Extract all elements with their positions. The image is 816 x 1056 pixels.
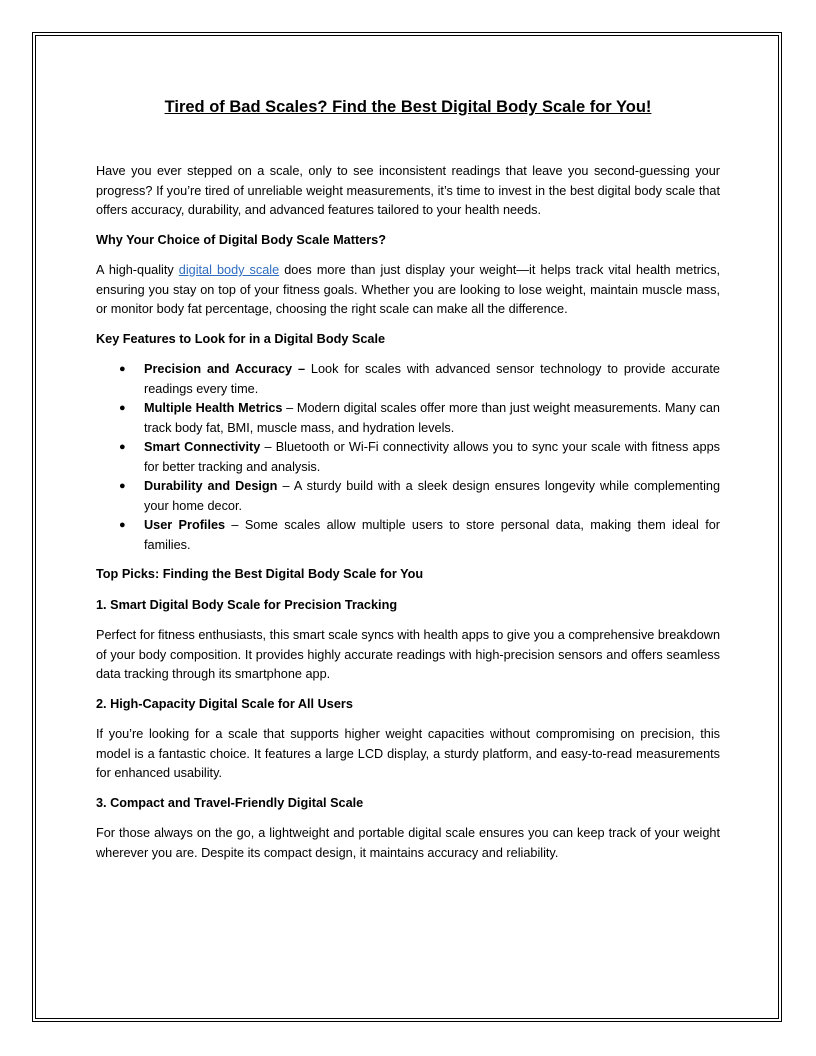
pick-3-paragraph: For those always on the go, a lightweight and portable digital scale ensures you can keep track of your weight wherever you are. Despite its compact design, it maintains accuracy and reliability. bbox=[96, 826, 720, 860]
digital-body-scale-link[interactable]: digital body scale bbox=[178, 263, 280, 277]
pick-1-paragraph: Perfect for fitness enthusiasts, this smart scale syncs with health apps to give you a comprehensive breakdown of your body composition. It provides highly accurate readings with high-precision sensors and offers seamless data tracking through its smartphone app. bbox=[96, 628, 720, 681]
list-item bbox=[96, 360, 720, 399]
pick-2-paragraph: If you’re looking for a scale that supports higher weight capacities without compromising on precision, this model is a fantastic choice. It features a large LCD display, a sturdy platform, and easy-to-read measurements for enhanced usability. bbox=[96, 727, 720, 780]
feature-term: Precision and Accuracy – bbox=[144, 362, 306, 376]
feature-term: User Profiles bbox=[144, 518, 226, 532]
list-item bbox=[96, 516, 720, 555]
why-heading: Why Your Choice of Digital Body Scale Matters? bbox=[96, 232, 386, 247]
intro-paragraph: Have you ever stepped on a scale, only to see inconsistent readings that leave you second-guessing your progress? If you’re tired of unreliable weight measurements, it’s time to invest in the best digital body scale that offers accuracy, durability, and advanced features tailored to your health needs. bbox=[96, 164, 720, 217]
feature-desc: – Modern digital scales offer more than just weight measurements. Many can track body fat, BMI, muscle mass, and hydration levels. bbox=[144, 401, 720, 435]
pick-1-heading: 1. Smart Digital Body Scale for Precision Tracking bbox=[96, 597, 398, 612]
bullet-icon: ● bbox=[119, 519, 126, 531]
bullet-icon: ● bbox=[119, 363, 126, 375]
list-item bbox=[96, 438, 720, 477]
pick-3-heading: 3. Compact and Travel-Friendly Digital Scale bbox=[96, 795, 364, 810]
document-body bbox=[96, 96, 720, 873]
why-paragraph bbox=[96, 261, 720, 320]
feature-desc: – Bluetooth or Wi-Fi connectivity allows you to sync your scale with fitness apps for better tracking and analysis. bbox=[144, 440, 720, 474]
bullet-icon: ● bbox=[119, 402, 126, 414]
top-picks-heading: Top Picks: Finding the Best Digital Body Scale for You bbox=[96, 567, 424, 581]
feature-desc: Look for scales with advanced sensor technology to provide accurate readings every time. bbox=[144, 362, 720, 396]
list-item bbox=[96, 477, 720, 516]
feature-term: Multiple Health Metrics bbox=[144, 401, 283, 415]
feature-term: Durability and Design bbox=[144, 479, 278, 493]
feature-term: Smart Connectivity bbox=[144, 440, 261, 454]
features-heading: Key Features to Look for in a Digital Body Scale bbox=[96, 331, 386, 346]
pick-2-heading: 2. High-Capacity Digital Scale for All Users bbox=[96, 696, 353, 711]
features-list bbox=[96, 360, 720, 555]
feature-desc: – Some scales allow multiple users to store personal data, making them ideal for families. bbox=[144, 518, 721, 552]
page-title: Tired of Bad Scales? Find the Best Digital Body Scale for You! bbox=[164, 98, 652, 116]
list-item bbox=[96, 399, 720, 438]
why-text-after: does more than just display your weight—it helps track vital health metrics, ensuring you stay on top of your fitness goals. Whether you are looking to lose weight, maintain muscle mass, or monitor body fat percentage, choosing the right scale can make all the difference. bbox=[96, 263, 720, 316]
feature-desc: – A sturdy build with a sleek design ensures longevity while complementing your home decor. bbox=[144, 479, 720, 513]
why-text-before: A high-quality bbox=[96, 263, 179, 277]
bullet-icon: ● bbox=[119, 480, 126, 492]
bullet-icon: ● bbox=[119, 441, 126, 453]
